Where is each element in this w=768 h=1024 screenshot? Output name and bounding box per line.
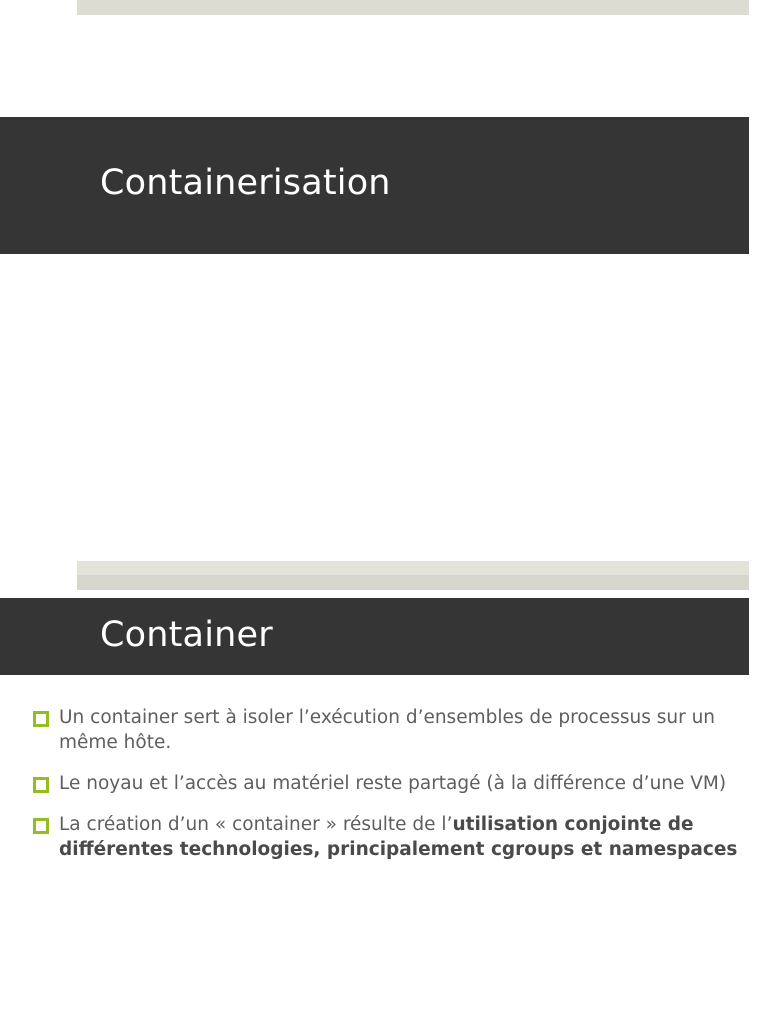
bullet-item-3-text-bold: utilisation conjointe de différentes technologies, principalement cgroups et namespaces <box>59 814 738 860</box>
slide2-top-accent-bar-light <box>77 561 749 575</box>
slide2-bullet-list <box>33 705 738 878</box>
bullet-item-2 <box>33 771 738 796</box>
hollow-square-bullet-icon <box>33 818 49 834</box>
slide2-top-accent-bar-dark <box>77 575 749 590</box>
slide2-title: Container <box>100 615 273 655</box>
bullet-item-3 <box>33 812 738 862</box>
hollow-square-bullet-icon <box>33 711 49 727</box>
bullet-item-1 <box>33 705 738 755</box>
bullet-item-3-text-plain: La création d’un « container » résulte de l’ <box>59 814 453 835</box>
hollow-square-bullet-icon <box>33 777 49 793</box>
slide1-top-accent-bar <box>77 0 749 15</box>
slide1-title-band <box>0 117 749 254</box>
bullet-item-1-text: Un container sert à isoler l’exécution d’ensembles de processus sur un même hôte. <box>59 707 716 753</box>
slide1-title: Containerisation <box>100 163 391 203</box>
slide2-title-band <box>0 598 749 675</box>
bullet-item-2-text: Le noyau et l’accès au matériel reste partagé (à la différence d’une VM) <box>59 773 727 794</box>
